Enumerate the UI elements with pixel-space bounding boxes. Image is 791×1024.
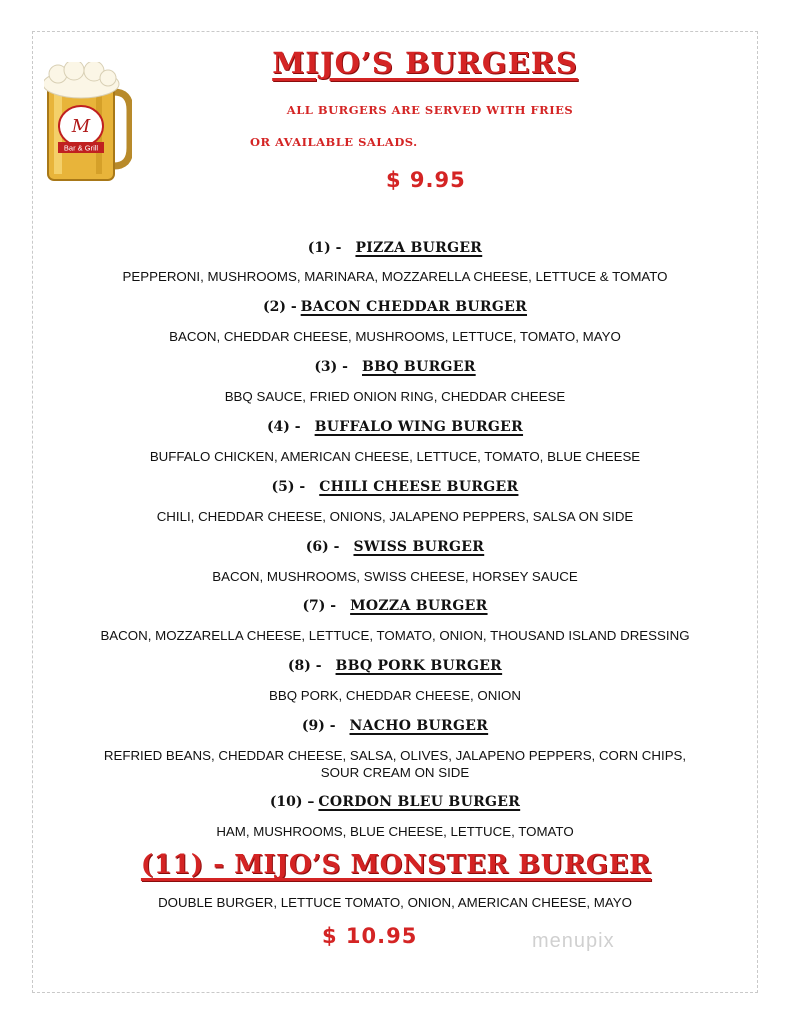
menu-item-heading (30, 359, 760, 375)
served-with-note-line1: ALL BURGERS ARE SERVED WITH FRIES (286, 103, 574, 117)
item-description: PEPPERONI, MUSHROOMS, MARINARA, MOZZARELLA CHEESE, LETTUCE & TOMATO (122, 269, 668, 284)
logo-monogram: M (71, 116, 91, 137)
menu-item-heading (30, 419, 760, 435)
monster-burger-price: $ 10.95 (322, 924, 418, 948)
item-name: PIZZA BURGER (355, 240, 483, 256)
item-number: (1) - (307, 240, 342, 256)
item-name: BUFFALO WING BURGER (314, 419, 524, 435)
menu-item-heading (30, 479, 760, 495)
logo-caption: Bar & Grill (63, 143, 99, 153)
burger-price: $ 9.95 (386, 168, 466, 192)
item-name: BBQ PORK BURGER (335, 658, 503, 674)
monster-burger-description: DOUBLE BURGER, LETTUCE TOMATO, ONION, AMERICAN CHEESE, MAYO (158, 895, 632, 910)
item-description: BACON, CHEDDAR CHEESE, MUSHROOMS, LETTUCE, TOMATO, MAYO (169, 329, 621, 344)
item-description: CHILI, CHEDDAR CHEESE, ONIONS, JALAPENO PEPPERS, SALSA ON SIDE (156, 509, 634, 524)
item-name: CORDON BLEU BURGER (318, 794, 521, 810)
menu-item-heading (30, 794, 760, 810)
item-name: CHILI CHEESE BURGER (319, 479, 519, 495)
menu-title: MIJO’S BURGERS (272, 46, 578, 80)
item-number: (5) - (271, 479, 306, 495)
item-number: (8) - (287, 658, 322, 674)
item-description: BBQ PORK, CHEDDAR CHEESE, ONION (269, 688, 521, 703)
item-number: (10) – (269, 794, 315, 810)
item-name: BBQ BURGER (362, 359, 476, 375)
item-number: (6) - (305, 539, 340, 555)
item-number: (3) - (314, 359, 348, 375)
menu-item-heading (30, 240, 760, 256)
item-name: BACON CHEDDAR BURGER (300, 299, 528, 315)
beer-mug-logo (44, 62, 132, 184)
monster-burger-title: (11) - MIJO’S MONSTER BURGER (140, 850, 652, 880)
menu-item-heading (30, 539, 760, 555)
item-number: (9) - (301, 718, 336, 734)
menu-item-heading (30, 598, 760, 614)
item-name: NACHO BURGER (349, 718, 489, 734)
item-name: MOZZA BURGER (350, 598, 488, 614)
item-number: (4) - (266, 419, 301, 435)
item-name: SWISS BURGER (353, 539, 485, 555)
item-description: BACON, MUSHROOMS, SWISS CHEESE, HORSEY SAUCE (212, 569, 578, 584)
item-description: BACON, MOZZARELLA CHEESE, LETTUCE, TOMATO, ONION, THOUSAND ISLAND DRESSING (100, 628, 690, 643)
item-description: BBQ SAUCE, FRIED ONION RING, CHEDDAR CHEESE (224, 389, 566, 404)
item-description: HAM, MUSHROOMS, BLUE CHEESE, LETTUCE, TOMATO (216, 824, 574, 839)
item-number: (7) - (302, 598, 337, 614)
menupix-watermark: menupix (532, 930, 615, 952)
item-number: (2) - (262, 299, 297, 315)
menu-item-heading (30, 658, 760, 674)
item-description-line2: SOUR CREAM ON SIDE (320, 765, 470, 780)
menu-item-heading (30, 299, 760, 315)
item-description: BUFFALO CHICKEN, AMERICAN CHEESE, LETTUCE, TOMATO, BLUE CHEESE (149, 449, 641, 464)
item-description: REFRIED BEANS, CHEDDAR CHEESE, SALSA, OLIVES, JALAPENO PEPPERS, CORN CHIPS, (103, 748, 687, 763)
served-with-note-line2: OR AVAILABLE SALADS. (250, 135, 418, 149)
menu-item-heading (30, 718, 760, 734)
